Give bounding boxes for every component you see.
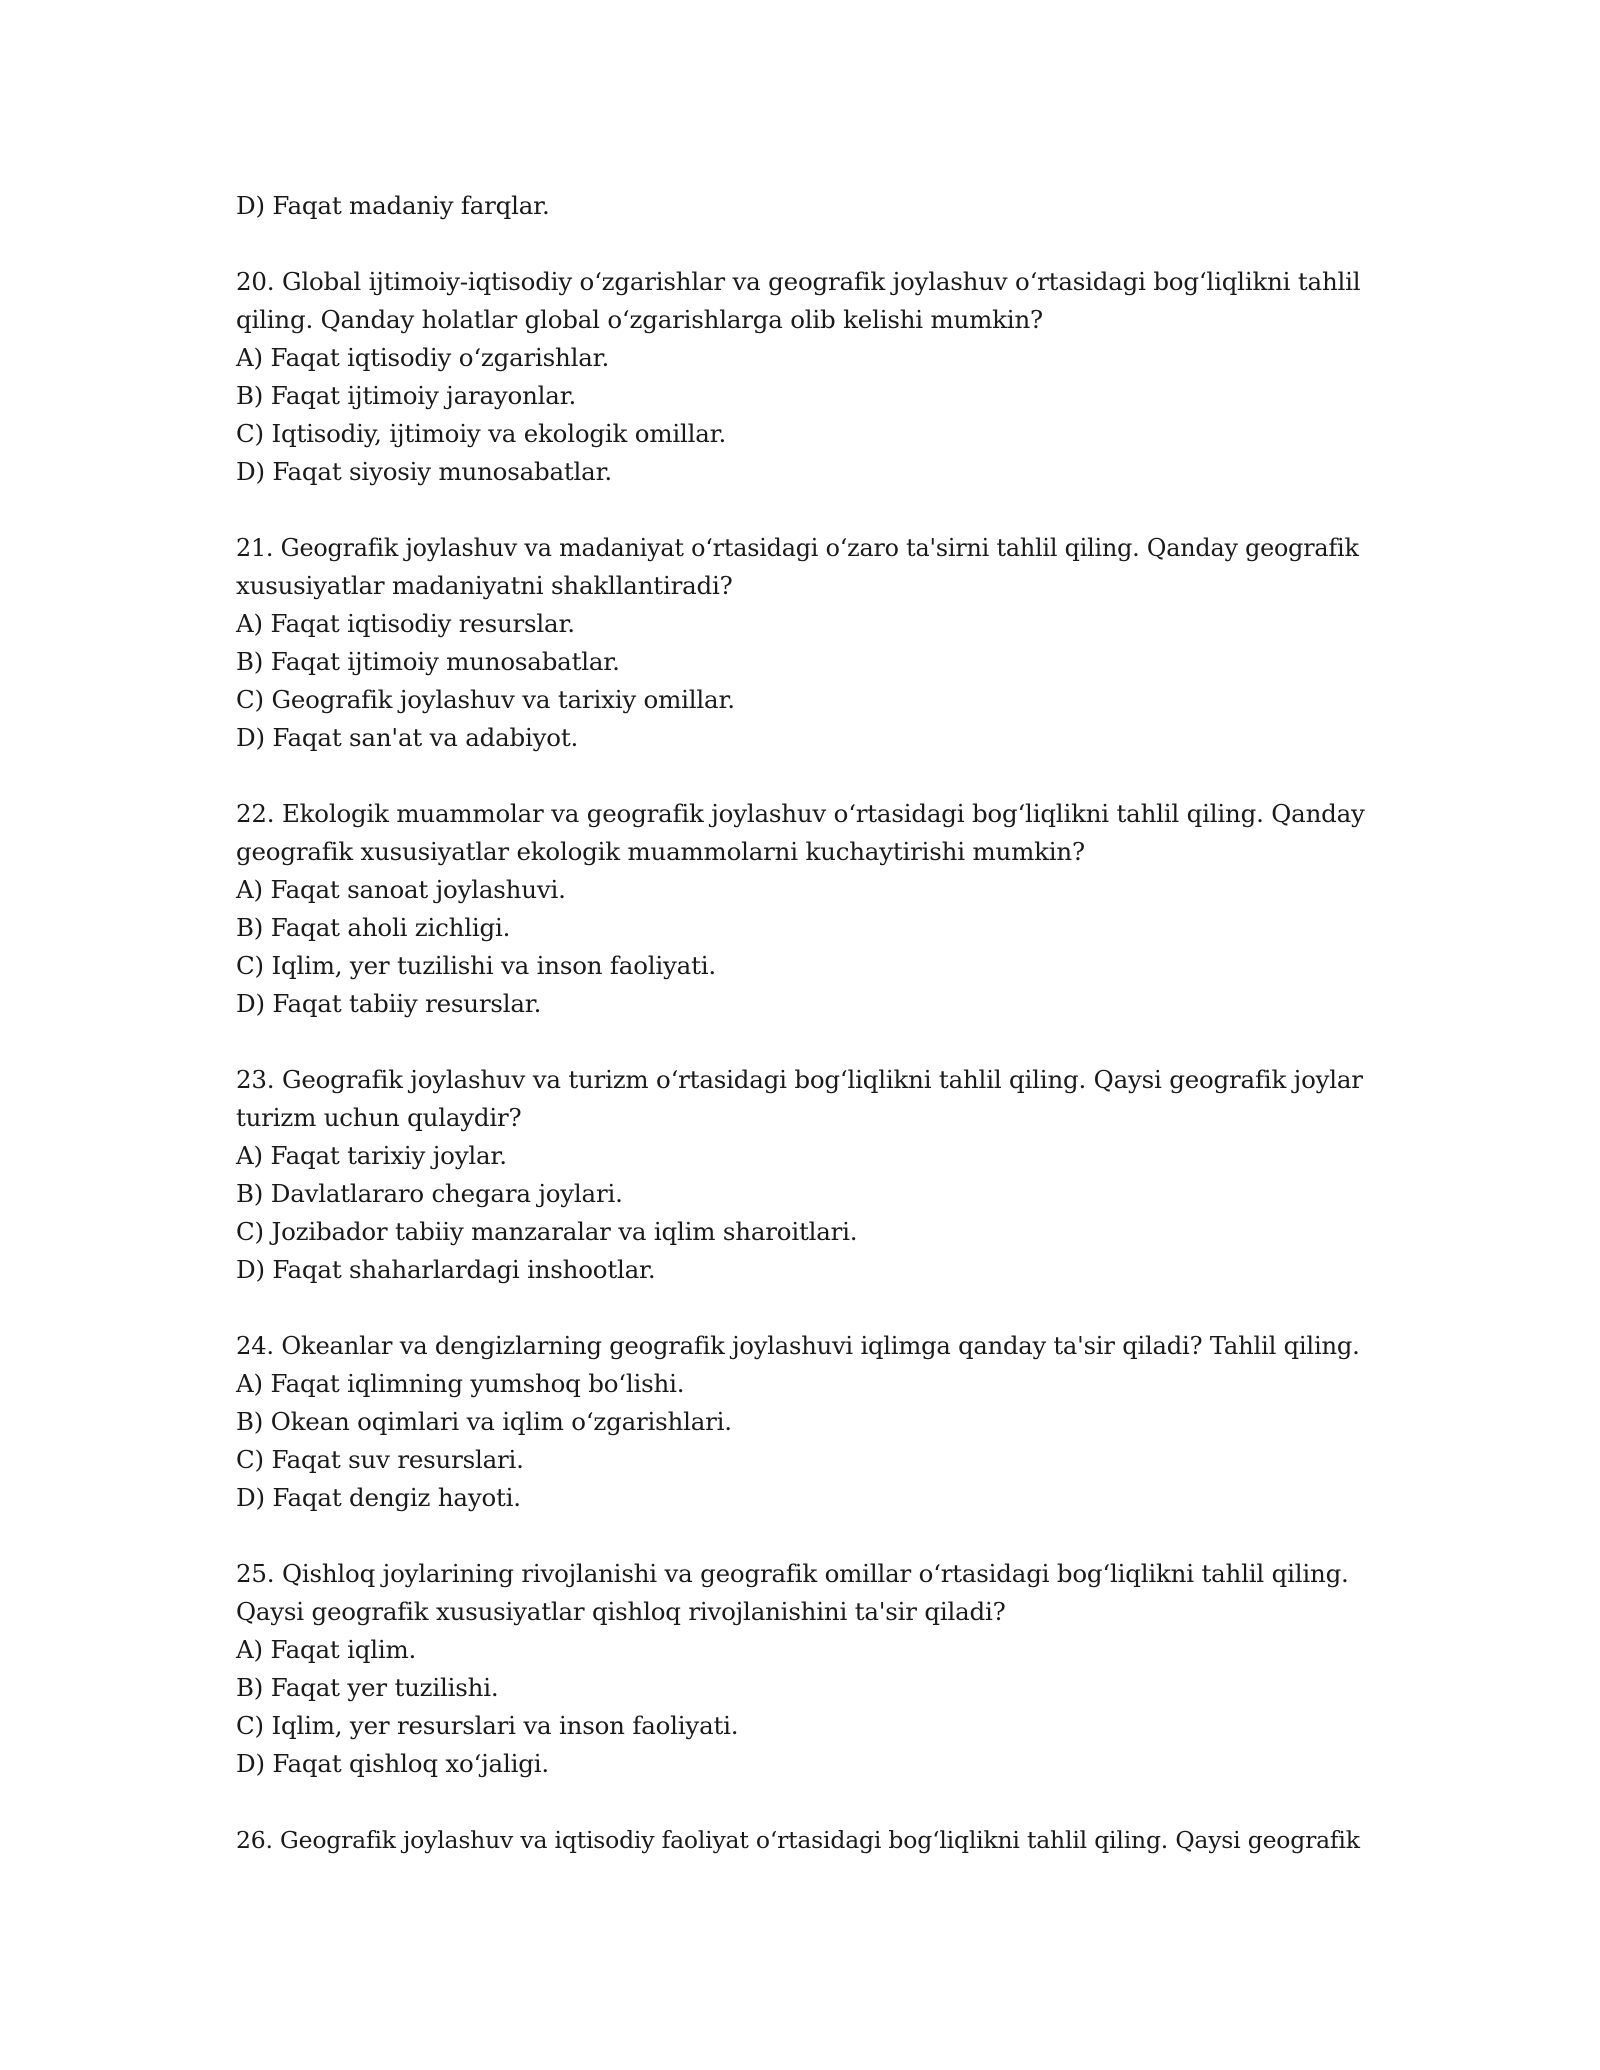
spacer (236, 1023, 1366, 1061)
question-stem: xususiyatlar madaniyatni shakllantiradi? (236, 571, 733, 600)
question-stem: turizm uchun qulaydir? (236, 1103, 522, 1132)
answer-option: A) Faqat iqlimning yumshoq boʻlishi. (236, 1369, 685, 1398)
answer-option: D) Faqat qishloq xoʻjaligi. (236, 1749, 549, 1778)
answer-option: D) Faqat san'at va adabiyot. (236, 723, 579, 752)
answer-option: B) Faqat ijtimoiy jarayonlar. (236, 381, 577, 410)
question-stem: qiling. Qanday holatlar global oʻzgarishlarga olib kelishi mumkin? (236, 305, 1043, 334)
answer-option: B) Davlatlararo chegara joylari. (236, 1179, 623, 1208)
question-block (236, 795, 1366, 1023)
spacer (236, 1517, 1366, 1555)
answer-option: A) Faqat sanoat joylashuvi. (236, 875, 566, 904)
answer-option: D) Faqat siyosiy munosabatlar. (236, 457, 612, 486)
answer-option: A) Faqat iqlim. (236, 1635, 417, 1664)
question-block (236, 1555, 1366, 1783)
question-block (236, 1327, 1366, 1517)
answer-option: B) Okean oqimlari va iqlim oʻzgarishlari. (236, 1407, 732, 1436)
question-block (236, 263, 1366, 491)
spacer (236, 1783, 1366, 1821)
answer-option: C) Faqat suv resurslari. (236, 1445, 524, 1474)
answer-option: A) Faqat iqtisodiy resurslar. (236, 609, 575, 638)
question-stem: 24. Okeanlar va dengizlarning geografik joylashuvi iqlimga qanday ta'sir qiladi? Tahlil qiling. (236, 1332, 1360, 1360)
spacer (236, 225, 1366, 263)
answer-option: B) Faqat ijtimoiy munosabatlar. (236, 647, 620, 676)
answer-option: C) Iqlim, yer tuzilishi va inson faoliyati. (236, 951, 716, 980)
answer-option: D) Faqat dengiz hayoti. (236, 1483, 521, 1512)
answer-option: B) Faqat yer tuzilishi. (236, 1673, 499, 1702)
answer-option: A) Faqat iqtisodiy oʻzgarishlar. (236, 343, 610, 372)
answer-option: C) Iqtisodiy, ijtimoiy va ekologik omillar. (236, 419, 727, 448)
answer-option: C) Iqlim, yer resurslari va inson faoliyati. (236, 1711, 739, 1740)
question-block (236, 1061, 1366, 1289)
spacer (236, 1289, 1366, 1327)
question-stem: 23. Geografik joylashuv va turizm oʻrtasidagi bogʻliqlikni tahlil qiling. Qaysi geografik joylar (236, 1065, 1363, 1094)
question-stem: 20. Global ijtimoiy-iqtisodiy oʻzgarishlar va geografik joylashuv oʻrtasidagi bogʻliqlikni tahlil (236, 267, 1361, 296)
question-stem: 21. Geografik joylashuv va madaniyat oʻrtasidagi oʻzaro ta'sirni tahlil qiling. Qanday geografik (236, 534, 1359, 562)
question-stem: 25. Qishloq joylarining rivojlanishi va geografik omillar oʻrtasidagi bogʻliqlikni tahlil qiling. (236, 1559, 1349, 1588)
question-block (236, 529, 1366, 757)
lead-option: D) Faqat madaniy farqlar. (236, 191, 550, 220)
question-stem: geografik xususiyatlar ekologik muammolarni kuchaytirishi mumkin? (236, 837, 1085, 866)
trailing-question-stem: 26. Geografik joylashuv va iqtisodiy faoliyat oʻrtasidagi bogʻliqlikni tahlil qiling. Qaysi geografik (236, 1826, 1360, 1854)
answer-option: A) Faqat tarixiy joylar. (236, 1141, 507, 1170)
answer-option: B) Faqat aholi zichligi. (236, 913, 511, 942)
page-content (236, 187, 1366, 1859)
question-stem: 22. Ekologik muammolar va geografik joylashuv oʻrtasidagi bogʻliqlikni tahlil qiling. Qanday (236, 799, 1365, 828)
question-stem: Qaysi geografik xususiyatlar qishloq rivojlanishini ta'sir qiladi? (236, 1597, 1006, 1626)
answer-option: C) Geografik joylashuv va tarixiy omillar. (236, 685, 735, 714)
answer-option: D) Faqat tabiiy resurslar. (236, 989, 542, 1018)
answer-option: D) Faqat shaharlardagi inshootlar. (236, 1255, 656, 1284)
answer-option: C) Jozibador tabiiy manzaralar va iqlim sharoitlari. (236, 1217, 858, 1246)
spacer (236, 757, 1366, 795)
spacer (236, 491, 1366, 529)
